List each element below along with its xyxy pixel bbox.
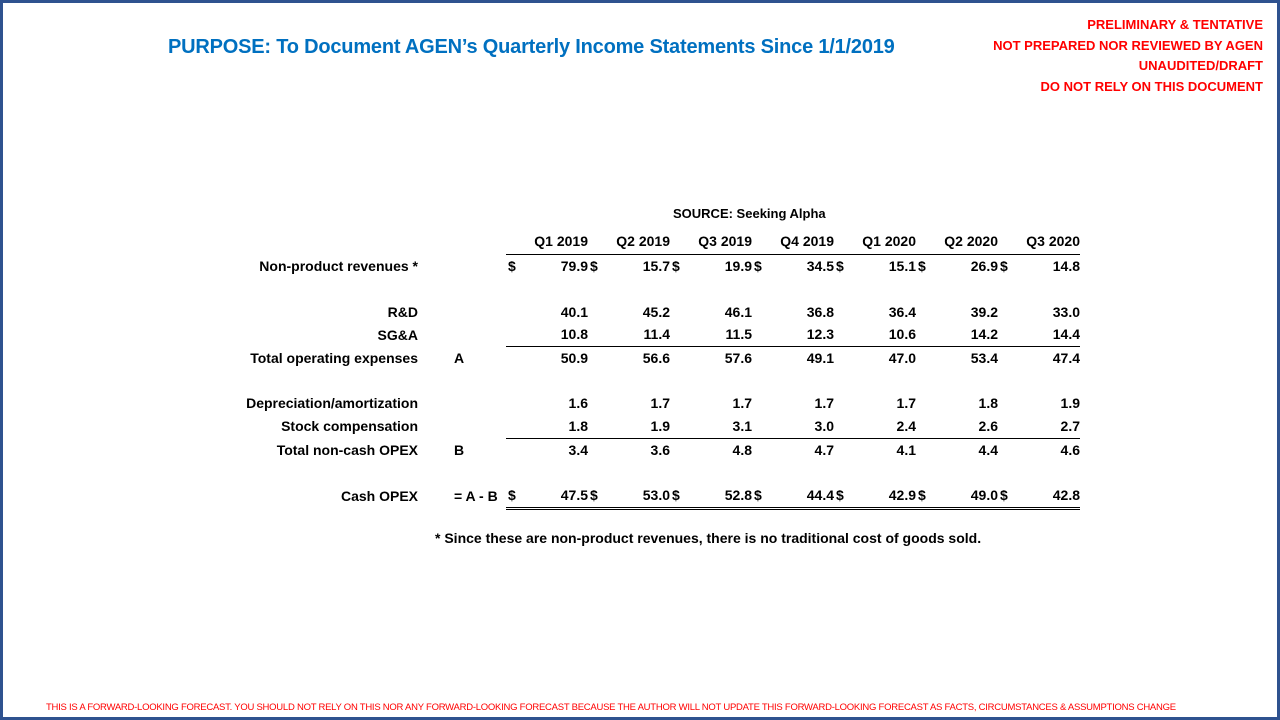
currency-symbol: $ (1000, 258, 1008, 275)
spacer-row (218, 461, 1080, 484)
disclaimer-line: PRELIMINARY & TENTATIVE (1087, 17, 1263, 32)
column-header: Q3 2019 (670, 230, 752, 255)
currency-symbol: $ (672, 258, 680, 275)
row-ref: = A - B (454, 487, 498, 504)
table-row-cash-opex: Cash OPEX = A - B $ 47.5 $ 53.0 $ 52.8 $ 44.4 $ 42.9 $ 49.0 $ 42.8 (218, 484, 1080, 508)
disclaimer-line: NOT PREPARED NOR REVIEWED BY AGEN (993, 37, 1263, 53)
table-row-total-opex: Total operating expenses A 50.9 56.6 57.6 49.1 47.0 53.4 47.4 (218, 346, 1080, 369)
column-header: Q2 2020 (916, 230, 998, 255)
row-label: R&D (387, 303, 418, 320)
disclaimer-line: DO NOT RELY ON THIS DOCUMENT (1040, 78, 1263, 94)
row-label: Non-product revenues * (259, 258, 418, 275)
currency-symbol: $ (834, 484, 858, 508)
spacer-row (218, 369, 1080, 392)
table-row-sga: SG&A 10.8 11.4 11.5 12.3 10.6 14.2 14.4 (218, 323, 1080, 346)
currency-symbol: $ (918, 258, 926, 275)
row-ref: B (454, 441, 465, 458)
footnote: * Since these are non-product revenues, there is no traditional cost of goods sold. (435, 530, 982, 546)
currency-symbol: $ (670, 484, 694, 508)
currency-symbol: $ (588, 484, 612, 508)
forward-looking-disclaimer: THIS IS A FORWARD-LOOKING FORECAST. YOU SHOULD NOT RELY ON THIS NOR ANY FORWARD-LOOKING FORECAST BECAUSE THE AUTHOR WILL NOT UPDATE THIS FORWARD-LOOKING FORECAST AS FACTS, CIRCUMSTANCES & ASSUMPTIONS CHANGE (46, 702, 1176, 713)
row-ref: A (454, 349, 465, 366)
row-label: Total non-cash OPEX (276, 441, 418, 458)
currency-symbol: $ (506, 484, 530, 508)
column-header: Q1 2019 (506, 230, 588, 255)
table-row-stock-comp: Stock compensation 1.8 1.9 3.1 3.0 2.4 2.6 2.7 (218, 415, 1080, 438)
column-header: Q1 2020 (834, 230, 916, 255)
row-label: Depreciation/amortization (246, 395, 418, 412)
currency-symbol: $ (916, 484, 940, 508)
currency-symbol: $ (752, 484, 776, 508)
column-header: Q2 2019 (588, 230, 670, 255)
disclaimer-block (993, 15, 1263, 97)
currency-symbol: $ (836, 258, 844, 275)
column-header: Q3 2020 (998, 230, 1080, 255)
currency-symbol: $ (998, 484, 1022, 508)
table-row-total-noncash: Total non-cash OPEX B 3.4 3.6 4.8 4.7 4.1 4.4 4.6 (218, 438, 1080, 461)
row-label: Total operating expenses (250, 349, 418, 366)
source-label: SOURCE: Seeking Alpha (673, 206, 826, 221)
disclaimer-line: UNAUDITED/DRAFT (1138, 58, 1263, 73)
column-header: Q4 2019 (752, 230, 834, 255)
page-title: PURPOSE: To Document AGEN’s Quarterly Income Statements Since 1/1/2019 (168, 36, 895, 58)
table-row-dep-amort: Depreciation/amortization 1.6 1.7 1.7 1.7 1.7 1.8 1.9 (218, 392, 1080, 415)
currency-symbol: $ (508, 258, 516, 275)
row-label: SG&A (377, 326, 418, 343)
currency-symbol: $ (754, 258, 762, 275)
table-header-row (218, 230, 1080, 255)
table-row-non-product-revenues: Non-product revenues * $ 79.9 $ 15.7 $ 19.9 $ 34.5 $ 15.1 $ 26.9 $ 14.8 (218, 255, 1080, 278)
row-label: Stock compensation (281, 418, 418, 435)
row-label: Cash OPEX (340, 487, 418, 504)
income-statement-table (218, 230, 1080, 510)
currency-symbol: $ (590, 258, 598, 275)
table-row-rd: R&D 40.1 45.2 46.1 36.8 36.4 39.2 33.0 (218, 300, 1080, 323)
spacer-row (218, 278, 1080, 301)
